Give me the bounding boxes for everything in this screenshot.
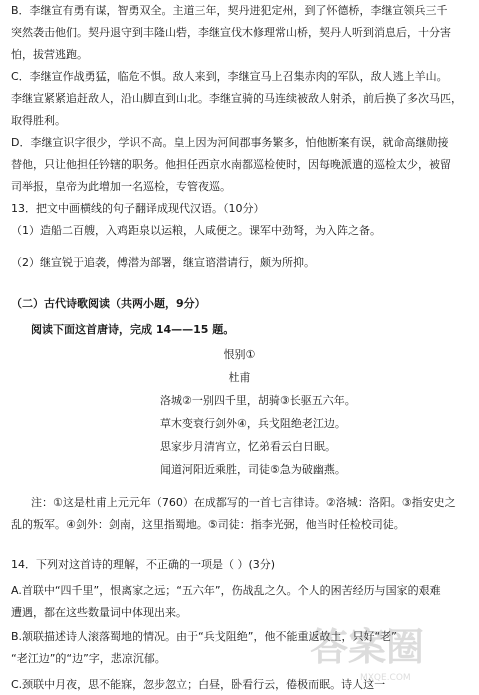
q12-option-b-line-3: 怕，拔营逃跑。: [11, 48, 88, 61]
q12-option-c-line-3: 取得胜利。: [11, 114, 66, 127]
q12-option-c-line-1: C．李继宣作战勇猛，临危不惧。敌人来到，李继宣马上召集赤肉的军队，敌人逃上羊山。: [11, 70, 448, 83]
section-heading: （二）古代诗歌阅读（共两小题，9分）: [11, 297, 206, 310]
q14-option-c-line-1: C.颈联中月夜，思不能寐，忽步忽立；白昼，卧看行云，倦极而眠。诗人这一: [11, 678, 386, 691]
poem-notes-line-1: 注：①这是杜甫上元元年（760）在成都写的一首七言律诗。②洛城：洛阳。③指安史之: [31, 496, 456, 509]
q12-option-d-line-3: 司举报，皇帝为此增加一名巡检，专管夜巡。: [11, 180, 231, 193]
q14-option-a-line-1: A.首联中“四千里”，恨离家之远；“五六年”，伤战乱之久。个人的困苦经历与国家的艰难: [11, 584, 441, 597]
poem-title: 恨别①: [223, 348, 256, 361]
poem-line-2: 草木变衰行剑外④，兵戈阻绝老江边。: [160, 417, 346, 430]
q13-sentence-2: （2）继宣锐于追袭，傅潜为部署，继宣谘潜请行，颇为所抑。: [11, 256, 315, 269]
q12-option-d-line-1: D．李继宣识字很少，学识不高。皇上因为河间郡事务繁多，怕他断案有误，就命高继勋接: [11, 136, 449, 149]
poem-line-4: 闻道河阳近乘胜，司徒⑤急为破幽燕。: [160, 463, 346, 476]
q14-option-b-line-2: “老江边”的“边”字，悲凉沉郁。: [11, 652, 166, 665]
section-instruction: 阅读下面这首唐诗，完成 14——15 题。: [31, 323, 235, 336]
watermark-sub-text: MXQE.COM: [360, 673, 411, 683]
q12-option-d-line-2: 替他，只让他担任钤辖的职务。他担任西京水南都巡检使时，因每晚派遣的巡检太少，被留: [11, 158, 451, 171]
poem-author: 杜甫: [228, 371, 251, 384]
q14-option-b-line-1: B.颔联描述诗人滚落蜀地的情况。由于“兵戈阻绝”，他不能重返故土，只好“老”: [11, 630, 397, 643]
q14-option-a-line-2: 遭遇，都在这些数量词中体现出来。: [11, 606, 187, 619]
poem-notes-line-2: 乱的叛军。④剑外：剑南，这里指蜀地。⑤司徒：指李光弼，他当时任检校司徒。: [11, 518, 405, 531]
poem-line-3: 思家步月清宵立，忆弟看云白日眠。: [160, 440, 336, 453]
watermark-main-text: 答案圈: [310, 625, 425, 669]
q14-stem: 14．下列对这首诗的理解，不正确的一项是（ ）(3分): [11, 558, 276, 571]
poem-line-1: 洛城②一别四千里，胡骑③长驱五六年。: [160, 394, 356, 407]
q13-title: 13．把文中画横线的句子翻译成现代汉语。（10分）: [11, 202, 265, 215]
q12-option-c-line-2: 李继宣紧紧追赶敌人，沿山脚直到山北。李继宣骑的马连续被敌人射杀，前后换了多次马匹，: [11, 92, 462, 105]
q12-option-b-line-1: B．李继宣有勇有谋，智勇双全。主道三年，契丹进犯定州，到了怀德桥，李继宣领兵三千: [11, 4, 448, 17]
q12-option-b-line-2: 突然袭击他们。契丹退守到丰隆山砦，李继宣伐木修理常山桥，契丹人听到消息后，十分害: [11, 26, 451, 39]
q13-sentence-1: （1）造船二百艘，入鸡距泉以运粮，人咸便之。课军中劲弩，为入阵之备。: [11, 224, 381, 237]
